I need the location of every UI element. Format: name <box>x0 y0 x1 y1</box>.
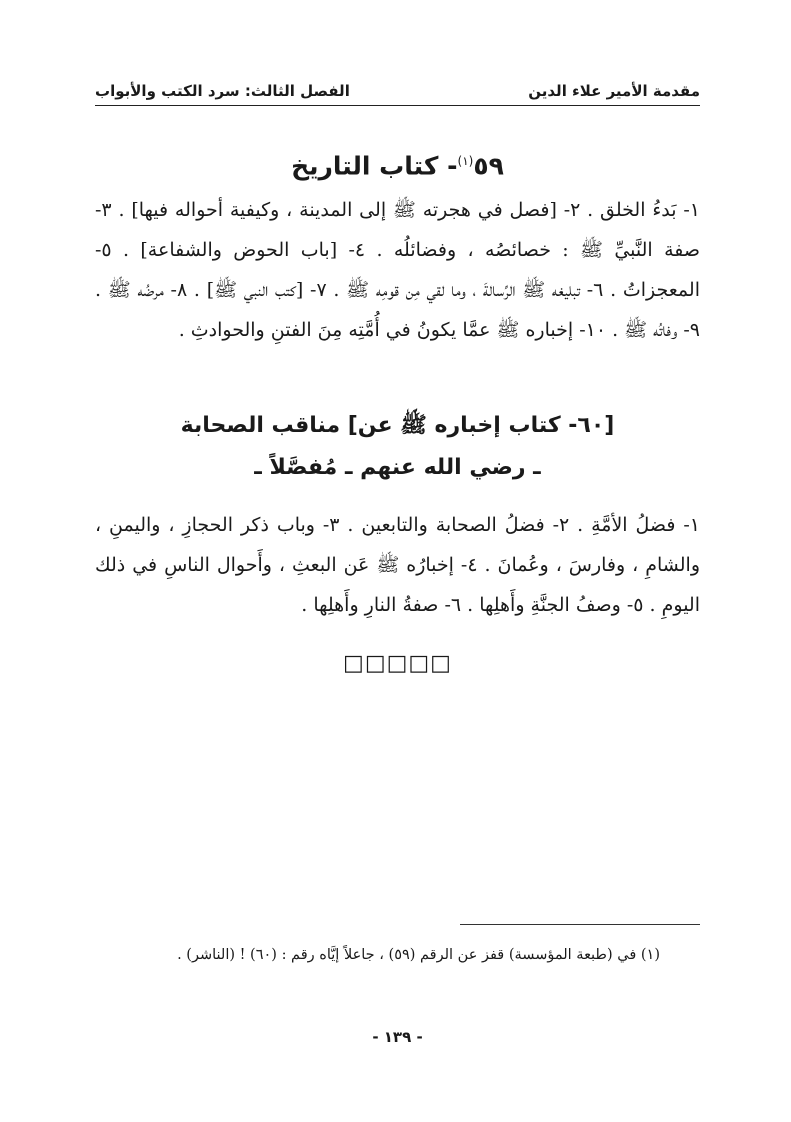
running-head <box>95 78 700 104</box>
section-60-title-line1: [٦٠- كتاب إخباره ﷺ عن] مناقب الصحابة <box>180 413 615 438</box>
footnote-rule <box>460 924 700 925</box>
section-59-number: ٥٩ <box>473 151 504 181</box>
running-head-book-title: مقدمة الأمير علاء الدين <box>528 82 700 100</box>
page-number: - ١٣٩ - <box>372 1028 423 1046</box>
section-60-body: ١- فضلُ الأمَّةِ . ٢- فضلُ الصحابة والتابعين . ٣- وباب ذكر الحجازِ ، واليمنِ ، والشامِ ، وفارسَ ، وعُمانَ . ٤- إخبارُه ﷺ عَن البعثِ ، وأَحوال الناسِ في ذلك اليومِ . ٥- وصفُ الجنَّةِ وأَهلِها . ٦- صفةُ النارِ وأَهلِها . <box>95 514 700 616</box>
section-60-heading <box>95 405 700 489</box>
header-rule <box>95 105 700 106</box>
running-head-chapter: الفصل الثالث: سرد الكتب والأبواب <box>95 82 350 100</box>
section-60-title-line2: ـ رضي الله عنهم ـ مُفصَّلاً ـ <box>254 455 541 480</box>
section-59-heading <box>95 141 700 186</box>
footnote: (١) في (طبعة المؤسسة) قفز عن الرقم (٥٩) ، جاعلاً إيَّاه رقم : (٦٠) ! (الناشر) . <box>177 947 660 963</box>
section-59-body: ١- بَدءُ الخلق . ٢- [فصل في هجرته ﷺ إلى المدينة ، وكيفية أحواله فيها] . ٣- صفة النَّبيِّ ﷺ : خصائصُه ، وفضائلُه . ٤- [باب الحوض والشفاعة] . ٥- المعجزاتُ . ٦- تبليغه ﷺ الرِّسالةَ ، وما لقي مِن قومِه ﷺ . ٧- [كتب النبي ﷺ] . ٨- مرضُه ﷺ . ٩- وفاتُه ﷺ . ١٠- إخباره ﷺ عمَّا يكونُ في أُمَّتِه مِنَ الفتنِ والحوادثِ . <box>95 199 700 341</box>
end-ornament: □□□□□ <box>343 651 452 676</box>
section-59-title: - كتاب التاريخ <box>291 151 458 181</box>
footnote-marker[interactable]: (١) <box>457 154 474 168</box>
